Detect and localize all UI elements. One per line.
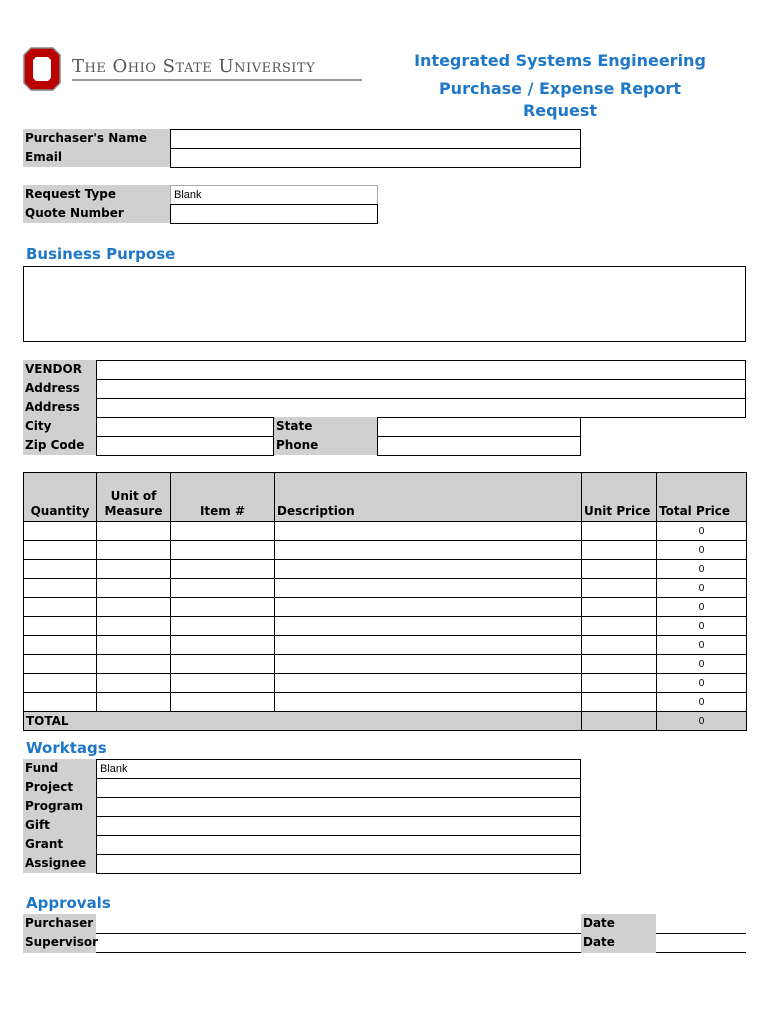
description-cell[interactable] — [275, 579, 582, 598]
worktag-field[interactable] — [96, 778, 581, 798]
email-field[interactable] — [170, 148, 581, 168]
purchaser-name-field[interactable] — [170, 129, 581, 149]
supervisor-signature-line[interactable] — [96, 933, 581, 953]
description-cell[interactable] — [275, 560, 582, 579]
item-number-cell[interactable] — [171, 579, 275, 598]
unit-price-cell[interactable] — [582, 636, 657, 655]
quantity-cell[interactable] — [24, 655, 97, 674]
quantity-cell[interactable] — [24, 579, 97, 598]
quantity-cell[interactable] — [24, 693, 97, 712]
worktag-field[interactable]: Blank — [96, 759, 581, 779]
unit-cell[interactable] — [97, 617, 171, 636]
table-row — [24, 579, 747, 598]
item-number-cell[interactable] — [171, 522, 275, 541]
col-item-number: Item # — [171, 473, 275, 522]
purchaser-approval-label: Purchaser — [25, 916, 94, 930]
worktag-label: Assignee — [25, 856, 87, 870]
item-number-cell[interactable] — [171, 655, 275, 674]
worktag-label: Grant — [25, 837, 64, 851]
quantity-cell[interactable] — [24, 636, 97, 655]
unit-cell[interactable] — [97, 598, 171, 617]
table-row — [24, 655, 747, 674]
purchaser-name-label: Purchaser's Name — [23, 129, 170, 148]
worktag-label: Project — [25, 780, 74, 794]
quantity-cell[interactable] — [24, 617, 97, 636]
col-total-price: Total Price — [657, 473, 747, 522]
items-table — [23, 472, 747, 731]
total-unit-price-cell — [582, 712, 657, 731]
form-title-line2: Purchase / Expense Report Request — [438, 79, 682, 120]
unit-cell[interactable] — [97, 522, 171, 541]
col-unit-line1: Unit of — [110, 489, 157, 503]
item-number-cell[interactable] — [171, 636, 275, 655]
total-price-cell: 0 — [657, 560, 747, 579]
col-unit-price: Unit Price — [582, 473, 657, 522]
block-o-icon — [22, 46, 62, 92]
table-row — [24, 522, 747, 541]
worktag-field[interactable] — [96, 835, 581, 855]
request-type-label: Request Type — [23, 185, 170, 204]
state-field[interactable] — [377, 417, 581, 437]
city-field[interactable] — [96, 417, 274, 437]
quote-number-label: Quote Number — [23, 204, 170, 223]
unit-price-cell[interactable] — [582, 674, 657, 693]
purchaser-date-line[interactable] — [656, 914, 746, 934]
phone-field[interactable] — [377, 436, 581, 456]
unit-cell[interactable] — [97, 674, 171, 693]
unit-price-cell[interactable] — [582, 522, 657, 541]
date-label-1: Date — [583, 916, 615, 930]
worktag-label: Fund — [25, 761, 59, 775]
total-price-cell: 0 — [657, 617, 747, 636]
col-unit-of-measure — [97, 473, 171, 522]
total-price-cell: 0 — [657, 598, 747, 617]
description-cell[interactable] — [275, 636, 582, 655]
supervisor-approval-label: Supervisor — [25, 935, 99, 949]
table-row — [24, 598, 747, 617]
quantity-cell[interactable] — [24, 541, 97, 560]
vendor-field[interactable] — [96, 360, 746, 380]
items-header-row — [24, 473, 747, 522]
table-row — [24, 560, 747, 579]
table-row — [24, 617, 747, 636]
total-label: TOTAL — [24, 712, 582, 731]
quote-number-field[interactable] — [170, 204, 378, 224]
worktag-label: Gift — [25, 818, 50, 832]
item-number-cell[interactable] — [171, 560, 275, 579]
grand-total: 0 — [657, 712, 747, 731]
total-price-cell: 0 — [657, 674, 747, 693]
quantity-cell[interactable] — [24, 674, 97, 693]
osu-logo — [22, 46, 62, 92]
unit-price-cell[interactable] — [582, 560, 657, 579]
zip-field[interactable] — [96, 436, 274, 456]
table-row — [24, 541, 747, 560]
item-number-cell[interactable] — [171, 598, 275, 617]
total-row — [24, 712, 747, 731]
phone-label: Phone — [274, 436, 377, 455]
description-cell[interactable] — [275, 598, 582, 617]
email-label: Email — [23, 148, 170, 167]
total-price-cell: 0 — [657, 579, 747, 598]
total-price-cell: 0 — [657, 541, 747, 560]
table-row — [24, 636, 747, 655]
worktag-label: Program — [25, 799, 84, 813]
unit-cell[interactable] — [97, 541, 171, 560]
address1-label: Address — [25, 381, 80, 395]
unit-cell[interactable] — [97, 655, 171, 674]
business-purpose-title: Business Purpose — [26, 245, 176, 263]
description-cell[interactable] — [275, 617, 582, 636]
total-price-cell: 0 — [657, 693, 747, 712]
worktag-field[interactable] — [96, 816, 581, 836]
business-purpose-field[interactable] — [23, 266, 746, 342]
description-cell[interactable] — [275, 655, 582, 674]
quantity-cell[interactable] — [24, 522, 97, 541]
unit-price-cell[interactable] — [582, 541, 657, 560]
total-price-cell: 0 — [657, 655, 747, 674]
col-description: Description — [275, 473, 582, 522]
col-unit-line2: Measure — [104, 504, 163, 518]
date-label-2: Date — [583, 935, 615, 949]
item-number-cell[interactable] — [171, 693, 275, 712]
form-title-line1: Integrated Systems Engineering — [414, 51, 706, 70]
description-cell[interactable] — [275, 693, 582, 712]
item-number-cell[interactable] — [171, 541, 275, 560]
university-name: The Ohio State University — [72, 55, 362, 81]
worktag-field[interactable] — [96, 797, 581, 817]
address1-field[interactable] — [96, 379, 746, 399]
item-number-cell[interactable] — [171, 674, 275, 693]
approvals-title: Approvals — [26, 894, 111, 912]
unit-cell[interactable] — [97, 579, 171, 598]
unit-cell[interactable] — [97, 636, 171, 655]
zip-label: Zip Code — [25, 438, 85, 452]
total-price-cell: 0 — [657, 636, 747, 655]
col-quantity: Quantity — [24, 473, 97, 522]
supervisor-date-line[interactable] — [656, 933, 746, 953]
unit-price-cell[interactable] — [582, 598, 657, 617]
state-label: State — [274, 417, 377, 436]
description-cell[interactable] — [275, 541, 582, 560]
table-row — [24, 674, 747, 693]
worktags-title: Worktags — [26, 739, 107, 757]
request-type-select[interactable]: Blank — [170, 185, 378, 205]
unit-price-cell[interactable] — [582, 579, 657, 598]
item-number-cell[interactable] — [171, 617, 275, 636]
description-cell[interactable] — [275, 674, 582, 693]
quantity-cell[interactable] — [24, 560, 97, 579]
unit-cell[interactable] — [97, 560, 171, 579]
quantity-cell[interactable] — [24, 598, 97, 617]
city-label: City — [25, 419, 52, 433]
total-price-cell: 0 — [657, 522, 747, 541]
vendor-label: VENDOR — [25, 362, 82, 376]
unit-price-cell[interactable] — [582, 655, 657, 674]
unit-price-cell[interactable] — [582, 617, 657, 636]
table-row — [24, 693, 747, 712]
address2-field[interactable] — [96, 398, 746, 418]
worktag-field[interactable] — [96, 854, 581, 874]
description-cell[interactable] — [275, 522, 582, 541]
unit-price-cell[interactable] — [582, 693, 657, 712]
unit-cell[interactable] — [97, 693, 171, 712]
purchaser-signature-line[interactable] — [96, 914, 581, 934]
address2-label: Address — [25, 400, 80, 414]
